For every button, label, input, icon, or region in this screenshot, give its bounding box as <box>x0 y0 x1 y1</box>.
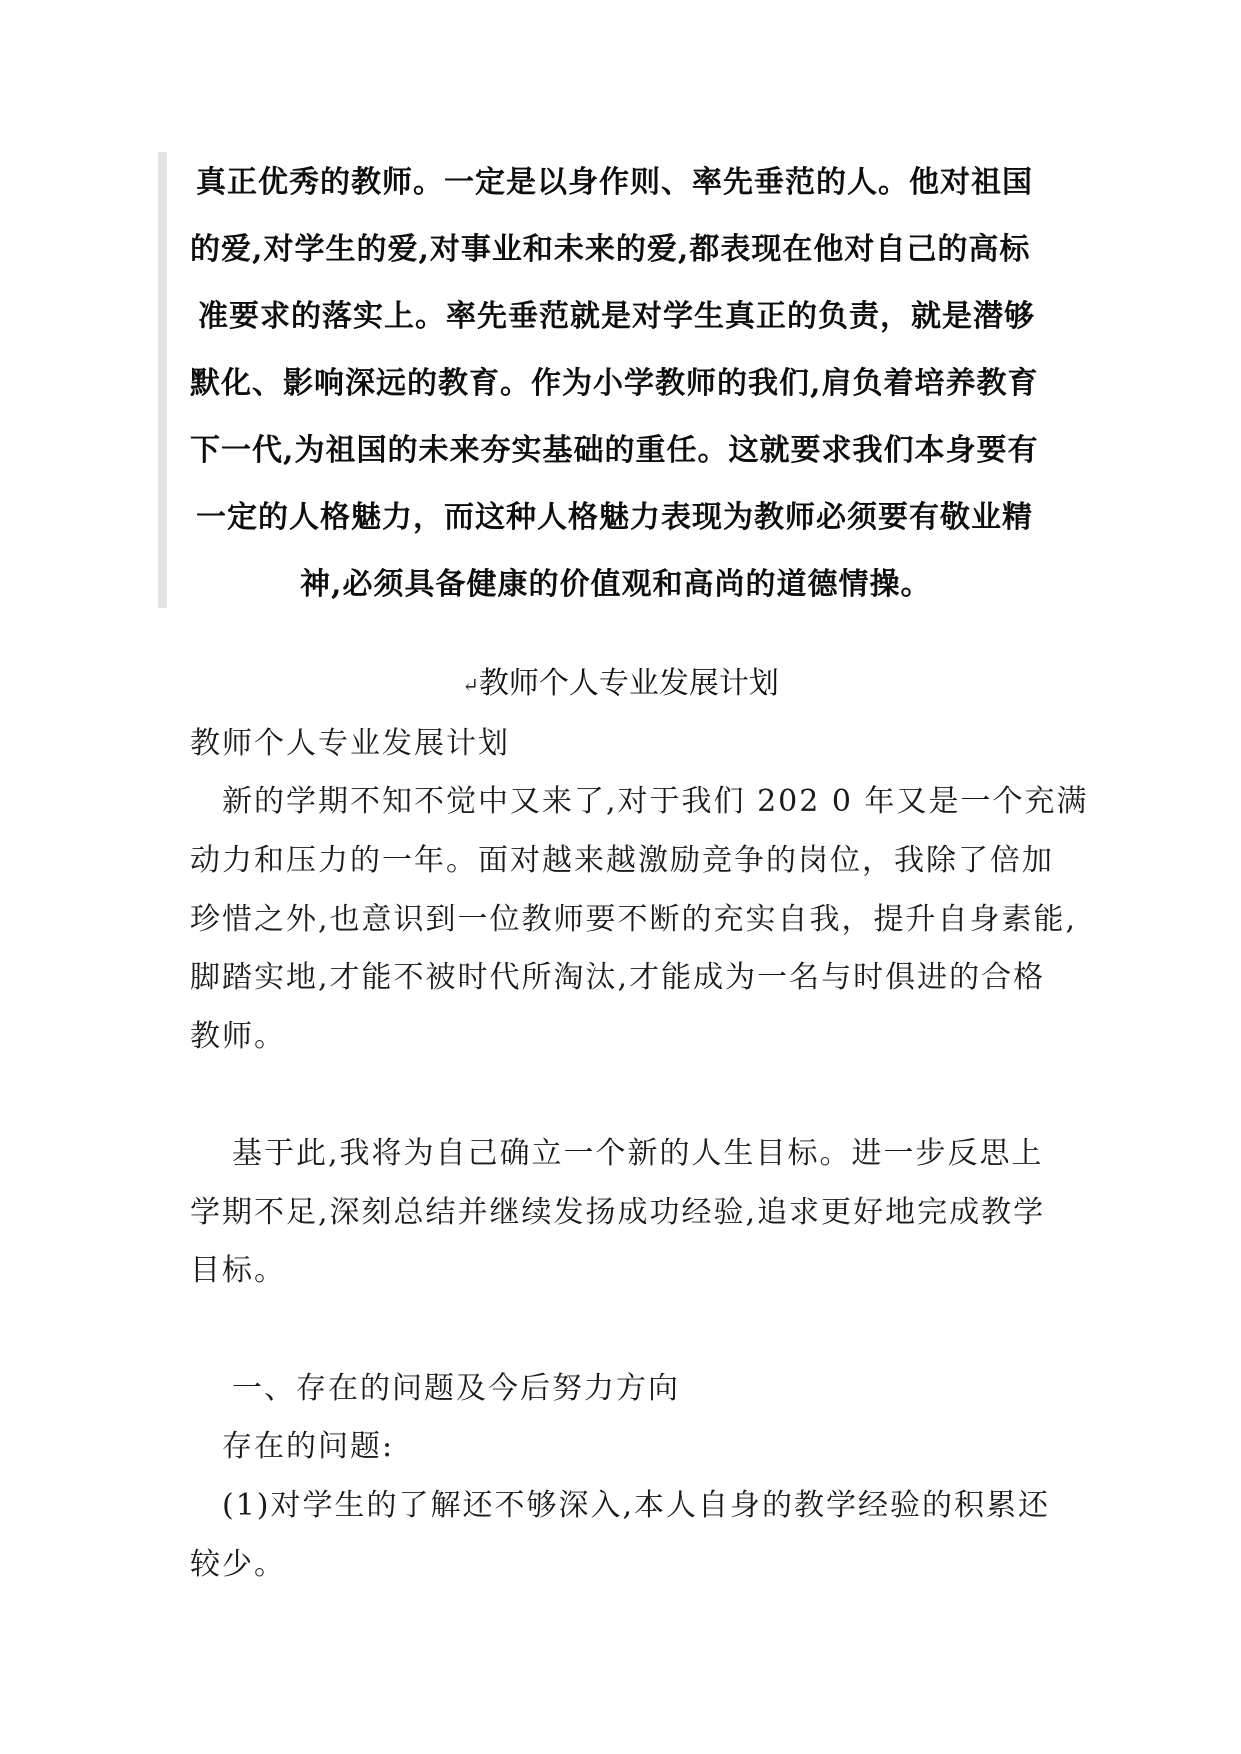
body-line: 教师个人专业发展计划 <box>190 726 510 761</box>
body-line: 动力和压力的一年。面对越来越激励竞争的岗位，我除了倍加 <box>190 843 1054 878</box>
document-title <box>0 664 1241 705</box>
body-line: (1)对学生的了解还不够深入,本人自身的教学经验的积累还 <box>222 1488 1051 1523</box>
quote-line: 一定的人格魅力，而这种人格魅力表现为教师必须要有敬业精 <box>196 500 1033 535</box>
body-line: 珍惜之外,也意识到一位教师要不断的充实自我，提升自身素能, <box>190 902 1078 937</box>
quote-line: 神,必须具备健康的价值观和高尚的道德情操。 <box>300 567 932 602</box>
body-line: 存在的问题: <box>222 1429 395 1464</box>
body-line: 较少。 <box>190 1547 286 1582</box>
body-line: 基于此,我将为自己确立一个新的人生目标。进一步反思上 <box>232 1136 1044 1171</box>
blockquote-bar <box>158 152 167 608</box>
body-line: 新的学期不知不觉中又来了,对于我们 202 0 年又是一个充满 <box>222 784 1089 819</box>
quote-line: 真正优秀的教师。一定是以身作则、率先垂范的人。他对祖国 <box>196 165 1033 200</box>
quote-line: 默化、影响深远的教育。作为小学教师的我们,肩负着培养教育 <box>190 366 1039 401</box>
quote-line: 下一代,为祖国的未来夯实基础的重任。这就要求我们本身要有 <box>190 433 1039 468</box>
body-line: 教师。 <box>190 1019 286 1054</box>
quote-line: 的爱,对学生的爱,对事业和未来的爱,都表现在他对自己的高标 <box>190 232 1031 267</box>
body-line: 脚踏实地,才能不被时代所淘汰,才能成为一名与时俱进的合格 <box>190 960 1046 995</box>
section-heading: 一、存在的问题及今后努力方向 <box>232 1371 680 1406</box>
paragraph-mark-icon: ↵ <box>462 673 479 697</box>
quote-line: 准要求的落实上。率先垂范就是对学生真正的负责，就是潜够 <box>198 299 1035 334</box>
body-line: 学期不足,深刻总结并继续发扬成功经验,追求更好地完成教学 <box>190 1195 1046 1230</box>
body-line: 目标。 <box>190 1253 286 1288</box>
document-title-text: 教师个人专业发展计划 <box>478 666 779 701</box>
